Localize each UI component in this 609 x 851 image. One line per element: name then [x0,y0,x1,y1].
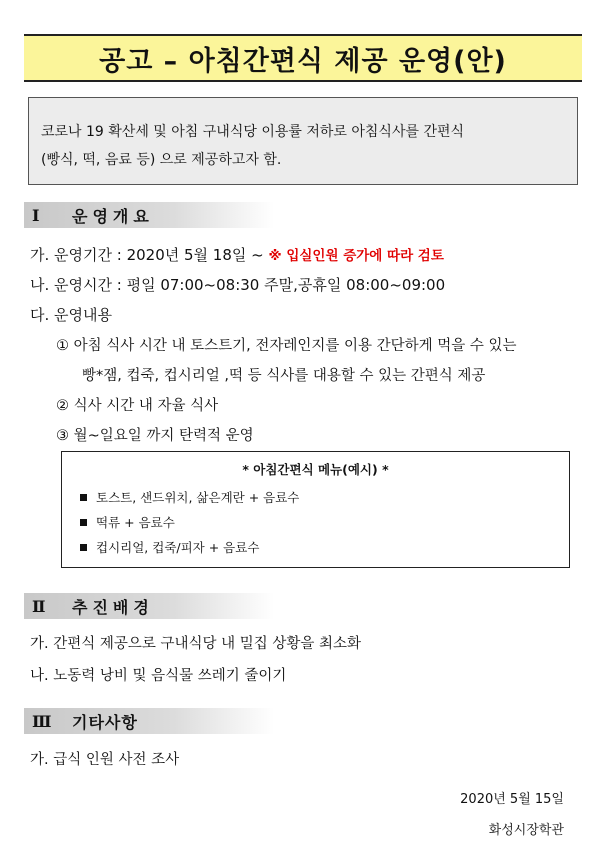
section-title: 추진배경 [72,597,154,617]
menu-box [61,451,570,568]
menu-item: 떡류 + 음료수 [80,513,175,531]
content-item-2: ② 식사 시간 내 자율 식사 [56,398,219,414]
content-item-3: ③ 월~일요일 까지 탄력적 운영 [56,428,254,444]
section-title: 운영개요 [72,206,154,226]
section-number: Ⅰ [32,205,40,225]
section-header-other [24,708,274,734]
square-bullet-icon [80,494,87,501]
intro-line-2: (빵식, 떡, 음료 등) 으로 제공하고자 함. [41,152,282,168]
announcement-date: 2020년 5월 15일 [460,792,564,807]
background-item-b: 나. 노동력 낭비 및 음식물 쓰레기 줄이기 [30,668,287,684]
section-title: 기타사항 [72,712,138,732]
operation-period [30,244,444,265]
title-bar [24,34,582,82]
section-number: Ⅲ [32,711,52,731]
menu-item: 토스트, 샌드위치, 삶은계란 + 음료수 [80,488,299,506]
section-number: Ⅱ [32,596,46,616]
content-item-1-line-1: ① 아침 식사 시간 내 토스트기, 전자레인지를 이용 간단하게 먹을 수 있는 [56,338,517,354]
other-item-a: 가. 급식 인원 사전 조사 [30,752,180,768]
period-label: 가. 운영기간 : 2020년 5월 18일 ~ [30,246,264,264]
organization-name: 화성시장학관 [488,823,564,838]
page-title: 공고 – 아침간편식 제공 운영(안) [99,45,507,77]
intro-box [28,97,578,185]
operation-time: 나. 운영시간 : 평일 07:00~08:30 주말,공휴일 08:00~09:00 [30,276,446,294]
section-header-background [24,593,274,619]
square-bullet-icon [80,544,87,551]
intro-line-1: 코로나 19 확산세 및 아침 구내식당 이용률 저하로 아침식사를 간편식 [41,124,465,140]
background-item-a: 가. 간편식 제공으로 구내식당 내 밀집 상황을 최소화 [30,636,362,652]
content-item-1-line-2: 빵*잼, 컵죽, 컵시리얼 ,떡 등 식사를 대용할 수 있는 간편식 제공 [82,368,486,384]
menu-item: 컵시리얼, 컵죽/피자 + 음료수 [80,538,259,556]
square-bullet-icon [80,519,87,526]
operation-content-label: 다. 운영내용 [30,306,112,324]
period-note: ※ 입실인원 증가에 따라 검토 [268,248,444,264]
menu-title: * 아침간편식 메뉴(예시) * [242,462,389,477]
section-header-overview [24,202,274,228]
